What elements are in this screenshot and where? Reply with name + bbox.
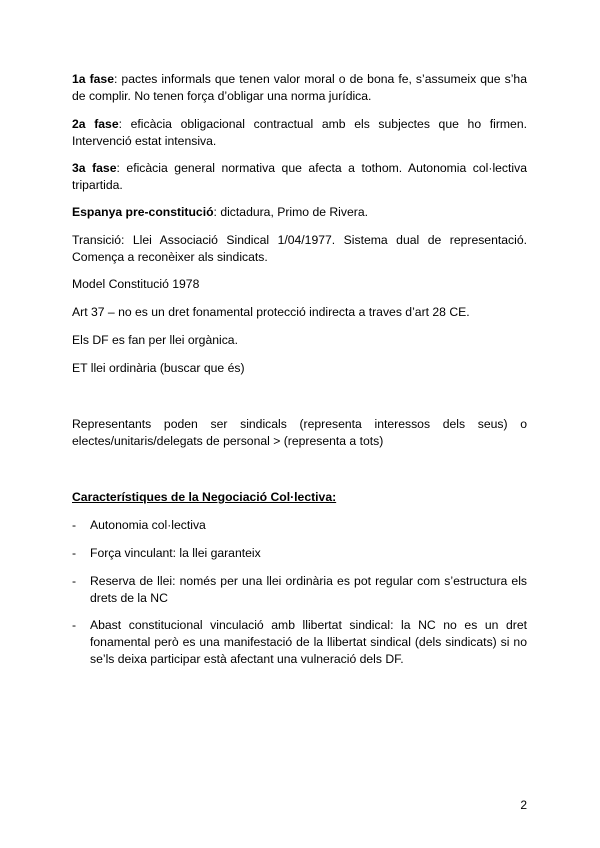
paragraph-transicio: Transició: Llei Associació Sindical 1/04/1977. Sistema dual de representació. Comença a reconèixer als sindicats. — [72, 233, 527, 264]
fase-1-label: 1a fase — [72, 72, 114, 86]
paragraph-et: ET llei ordinària (buscar que és) — [72, 361, 245, 375]
fase-3-text: : eficàcia general normativa que afecta a tothom. Autonomia col·lectiva tripartida. — [72, 161, 527, 192]
list-bullet: - — [72, 618, 77, 632]
paragraph-fase-1 — [72, 71, 527, 105]
page-number: 2 — [520, 798, 527, 812]
list-item-text: Abast constitucional vinculació amb llibertat sindical: la NC no es un dret fonamental però es una manifestació de la llibertat sindical (dels sindicats) si no se’ls deixa participar està afectant una vulneració dels DF. — [90, 618, 527, 666]
list-bullet: - — [72, 574, 77, 588]
list-bullet: - — [72, 546, 77, 560]
list-bullet: - — [72, 518, 77, 532]
paragraph-df: Els DF es fan per llei orgànica. — [72, 333, 238, 347]
list-item — [72, 517, 527, 534]
paragraph-representants: Representants poden ser sindicals (representa interessos dels seus) o electes/unitaris/delegats de personal > (representa a tots) — [72, 417, 527, 448]
fase-2-label: 2a fase — [72, 117, 119, 131]
paragraph-fase-3 — [72, 160, 527, 194]
fase-3-label: 3a fase — [72, 161, 117, 175]
list-item — [72, 573, 527, 607]
paragraph-espanya — [72, 204, 527, 221]
list-item — [72, 545, 527, 562]
fase-2-text: : eficàcia obligacional contractual amb els subjectes que ho firmen. Intervenció estat intensiva. — [72, 117, 527, 148]
list-item — [72, 617, 527, 668]
paragraph-fase-2 — [72, 116, 527, 150]
list-item-text: Força vinculant: la llei garanteix — [90, 546, 261, 560]
espanya-label: Espanya pre-constitució — [72, 205, 214, 219]
section-heading: Característiques de la Negociació Col·lectiva: — [72, 490, 337, 504]
espanya-text: : dictadura, Primo de Rivera. — [213, 205, 368, 219]
fase-1-text: : pactes informals que tenen valor moral o de bona fe, s’assumeix que s’ha de complir. No tenen força d’obligar una norma jurídica. — [72, 72, 527, 103]
paragraph-art37: Art 37 – no es un dret fonamental protecció indirecta a traves d’art 28 CE. — [72, 305, 470, 319]
list-item-text: Autonomia col·lectiva — [90, 518, 206, 532]
paragraph-model: Model Constitució 1978 — [72, 277, 200, 291]
list-item-text: Reserva de llei: només per una llei ordinària es pot regular com s’estructura els drets de la NC — [90, 574, 527, 605]
